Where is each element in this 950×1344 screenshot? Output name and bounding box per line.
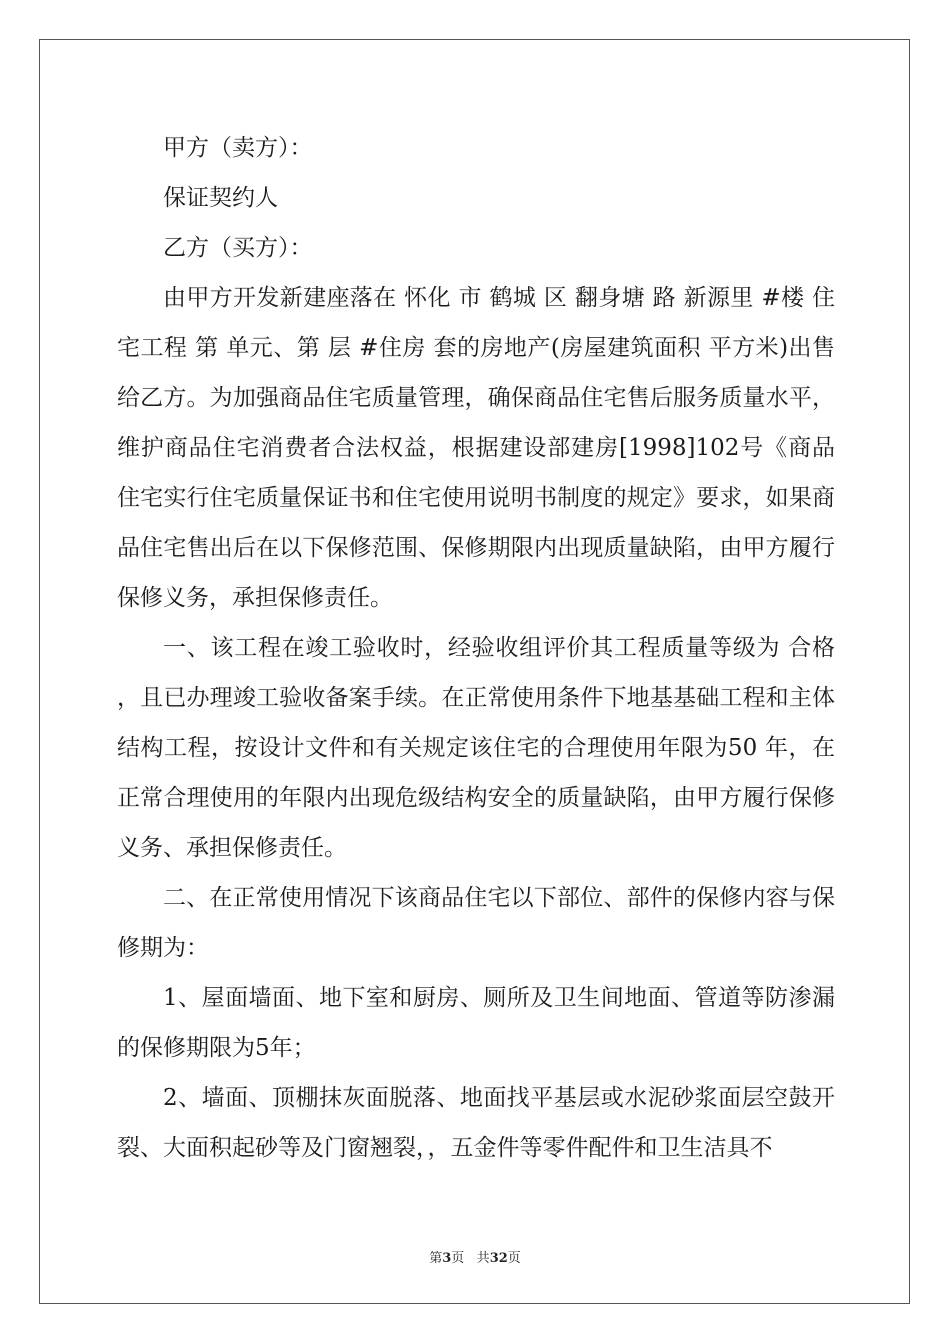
page-total: 32 [489,1251,508,1266]
item-two-paragraph: 2、墙面、顶棚抹灰面脱落、地面找平基层或水泥砂浆面层空鼓开裂、大面积起砂等及门窗翘裂，，五金件等零件配件和卫生洁具不 [117,1085,835,1161]
clause-two-paragraph: 二、在正常使用情况下该商品住宅以下部位、部件的保修内容与保修期为： [117,885,835,961]
page-prefix: 第 [429,1251,443,1266]
page-footer [0,1247,950,1266]
guarantor-line: 保证契约人 [163,185,278,211]
item-one-paragraph: 1、屋面墙面、地下室和厨房、厕所及卫生间地面、管道等防渗漏的保修期限为5年； [117,985,835,1061]
total-suffix: 页 [507,1251,521,1266]
clause-one-paragraph: 一、该工程在竣工验收时，经验收组评价其工程质量等级为 合格 ，且已办理竣工验收备案手续。在正常使用条件下地基基础工程和主体结构工程，按设计文件和有关规定该住宅的合理使用年限为50 年，在正常合理使用的年限内出现危级结构安全的质量缺陷，由甲方履行保修义务、承担保修责任。 [117,635,835,861]
party-b-line: 乙方（买方）： [163,235,313,261]
document-body [117,123,835,1173]
page-current: 3 [442,1251,452,1266]
page-suffix: 页 [451,1251,465,1266]
intro-paragraph: 由甲方开发新建座落在 怀化 市 鹤城 区 翻身塘 路 新源里 #楼 住宅工程 第 单元、第 层 #住房 套的房地产(房屋建筑面积 平方米)出售给乙方。为加强商品住宅质量管理，确保商品住宅售后服务质量水平，维护商品住宅消费者合法权益，根据建设部建房[1998]102号《商品住宅实行住宅质量保证书和住宅使用说明书制度的规定》要求，如果商品住宅售出后在以下保修范围、保修期限内出现质量缺陷，由甲方履行保修义务，承担保修责任。 [117,285,835,611]
party-a-line: 甲方（卖方）： [163,135,313,161]
total-prefix: 共 [476,1251,490,1266]
